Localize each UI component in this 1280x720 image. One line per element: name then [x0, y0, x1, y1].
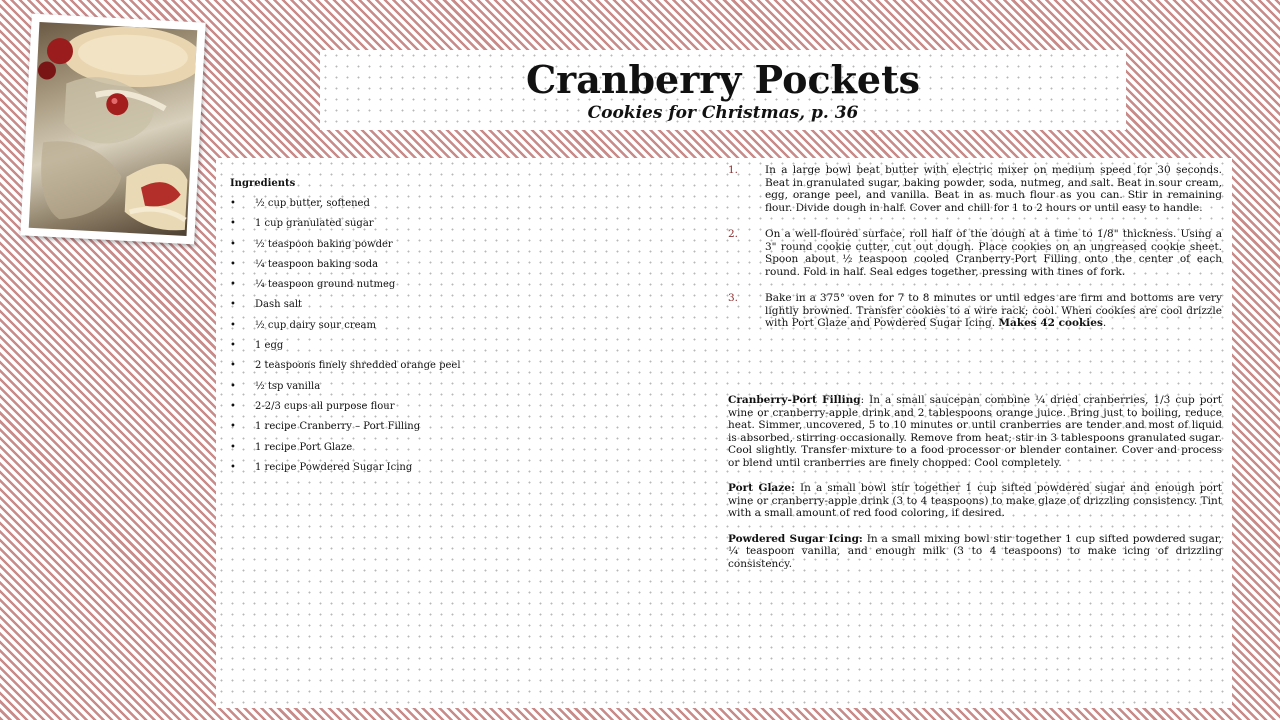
sub-recipe-label: Port Glaze: [728, 482, 795, 494]
sub-recipes-section [728, 394, 1222, 583]
sub-recipe-label: Powdered Sugar Icing: [728, 532, 863, 545]
ingredient-item [230, 278, 700, 298]
ingredient-item [230, 298, 700, 318]
ingredient-item [230, 380, 700, 400]
ingredient-text: ½ teaspoon baking powder [255, 238, 393, 250]
ingredient-text: ¼ teaspoon baking soda [255, 258, 379, 270]
step-number: 3. [728, 292, 739, 304]
sub-recipe-separator: : [860, 394, 870, 406]
ingredient-item [230, 217, 700, 237]
step-text: Bake in a 375° oven for 7 to 8 minutes or until edges are firm and bottoms are very lightly browned. Transfer cookies to a wire rack; cool. When cookies are cool drizzle with Port Glaze and Powdered Sugar Icing. [765, 292, 1222, 329]
step-number: 2. [728, 228, 739, 240]
bullet-icon: • [230, 218, 236, 230]
instruction-step [728, 228, 1222, 278]
sub-recipe-text: In a small saucepan combine ¼ dried cranberries, 1/3 cup port wine or cranberry-apple drink and 2 tablespoons orange juice. Bring just to boiling, reduce heat. Simmer, uncovered, 5 to 10 minutes or until cranberries are tender and most of liquid is absorbed, stirring occasionally. Remove from heat; stir in 3 tablespoons granulated sugar. Cool slightly. Transfer mixture to a food processor or blender container. Cover and process or blend until cranberries are finely chopped. Cool completely. [728, 394, 1222, 469]
bullet-icon: • [230, 421, 236, 433]
bullet-icon: • [230, 400, 236, 412]
ingredients-heading: Ingredients [230, 178, 296, 189]
instruction-step [728, 292, 1222, 330]
sub-recipe-text: In a small mixing bowl stir together 1 cup sifted powdered sugar, ¼ teaspoon vanilla, and enough milk (3 to 4 teaspoons) to make icing of drizzling consistency. [728, 532, 1222, 570]
ingredient-item [230, 238, 700, 258]
ingredient-item [230, 420, 700, 440]
recipe-source: Cookies for Christmas, p. 36 [587, 103, 859, 123]
ingredient-text: 1 recipe Powdered Sugar Icing [255, 461, 413, 473]
sub-recipe-paragraph [728, 533, 1222, 571]
sub-recipe-paragraph [728, 482, 1222, 520]
ingredient-text: ½ tsp vanilla [255, 380, 321, 392]
instructions-list [728, 164, 1222, 344]
ingredient-item [230, 258, 700, 278]
bullet-icon: • [230, 258, 236, 270]
ingredient-item [230, 339, 700, 359]
recipe-title: Cranberry Pockets [525, 57, 921, 102]
sub-recipe-text: In a small bowl stir together 1 cup sifted powdered sugar and enough port wine or cranberry-apple drink (3 to 4 teaspoons) to make glaze of drizzling consistency. Tint with a small amount of red food coloring, if desired. [728, 482, 1223, 519]
ingredient-text: ½ cup dairy sour cream [255, 319, 376, 331]
bullet-icon: • [230, 441, 236, 453]
step-text: On a well-floured surface, roll half of the dough at a time to 1/8" thickness. Using a 3" round cookie cutter, cut out dough. Place cookies on an ungreased cookie sheet. Spoon about ½ teaspoon cooled Cranberry-Port Filling onto the center of each round. Fold in half. Seal edges together, pressing with tines of fork. [765, 228, 1222, 278]
ingredient-item [230, 441, 700, 461]
bullet-icon: • [230, 461, 236, 473]
ingredient-item [230, 197, 700, 217]
bullet-icon: • [230, 299, 236, 311]
bullet-icon: • [230, 319, 236, 331]
step-number: 1. [728, 164, 739, 176]
ingredient-text: Dash salt [255, 299, 303, 311]
ingredient-text: ½ cup butter, softened [255, 198, 370, 209]
ingredient-item [230, 461, 700, 481]
cookies-image [29, 22, 198, 236]
recipe-photo [20, 14, 205, 245]
ingredient-item [230, 359, 700, 379]
ingredients-section [230, 178, 700, 481]
ingredient-text: 2-2/3 cups all purpose flour [255, 400, 395, 412]
step-text: In a large bowl beat butter with electric mixer on medium speed for 30 seconds. Beat in granulated sugar, baking powder, soda, nutmeg, and salt. Beat in sour cream, egg, orange peel, and vanilla. Beat in as much flour as you can. Stir in remaining flour. Divide dough in half. Cover and chill for 1 to 2 hours or until easy to handle. [765, 164, 1222, 214]
sub-recipe-label: Cranberry-Port Filling [728, 394, 861, 406]
bullet-icon: • [230, 198, 236, 209]
ingredient-text: 1 cup granulated sugar [255, 218, 374, 230]
ingredient-item [230, 319, 700, 339]
bullet-icon: • [230, 279, 236, 291]
ingredients-list [230, 197, 700, 481]
ingredient-text: 1 egg [255, 340, 284, 352]
title-panel [320, 50, 1126, 130]
ingredient-item [230, 400, 700, 420]
yield-text: Makes 42 cookies [998, 317, 1103, 329]
sub-recipe-paragraph [728, 394, 1222, 469]
ingredient-text: ¼ teaspoon ground nutmeg [255, 279, 396, 291]
ingredient-text: 1 recipe Port Glaze [255, 441, 353, 453]
step-end: . [1102, 317, 1107, 329]
recipe-content-panel [216, 158, 1232, 708]
bullet-icon: • [230, 360, 236, 372]
bullet-icon: • [230, 238, 236, 250]
ingredient-text: 2 teaspoons finely shredded orange peel [255, 360, 461, 372]
bullet-icon: • [230, 340, 236, 352]
bullet-icon: • [230, 380, 236, 392]
instruction-step [728, 164, 1222, 214]
cookies-illustration [29, 22, 198, 236]
ingredient-text: 1 recipe Cranberry – Port Filling [255, 421, 421, 433]
